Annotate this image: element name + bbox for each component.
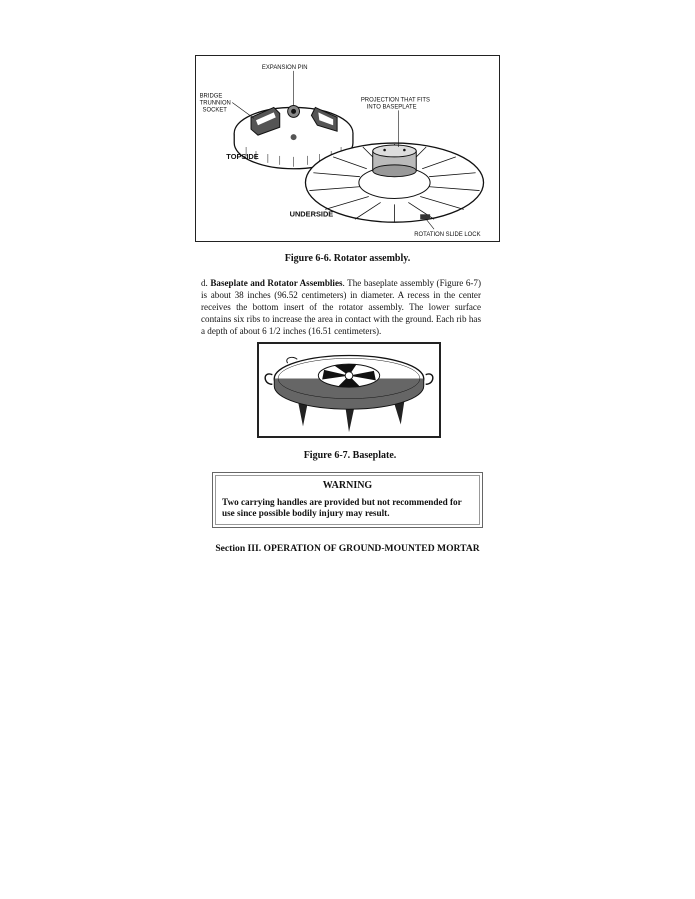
svg-text:BRIDGE: BRIDGE xyxy=(199,93,223,100)
svg-text:PROJECTION THAT FITS: PROJECTION THAT FITS xyxy=(360,97,430,104)
section-heading: Section III. OPERATION OF GROUND-MOUNTED MORTAR xyxy=(215,543,480,554)
figure-6-6-caption: Figure 6-6. Rotator assembly. xyxy=(284,253,411,264)
figure-6-7-caption: Figure 6-7. Baseplate. xyxy=(303,450,397,461)
baseplate-figure xyxy=(257,342,441,438)
rotator-assembly-illustration xyxy=(196,56,499,241)
svg-text:EXPANSION PIN: EXPANSION PIN xyxy=(261,64,308,71)
label-bridge-trunnion-socket xyxy=(200,94,254,119)
paragraph-heading: Baseplate and Rotator Assemblies xyxy=(210,278,343,288)
label-expansion-pin xyxy=(262,65,308,106)
warning-title: WARNING xyxy=(322,480,373,491)
label-rotation-slide-lock xyxy=(414,219,480,238)
svg-text:TRUNNION: TRUNNION xyxy=(199,100,231,107)
baseplate-paragraph xyxy=(201,277,481,337)
label-underside: UNDERSIDE xyxy=(289,209,334,219)
paragraph-body: . The baseplate assembly (Figure 6-7) is about 38 inches (96.52 centimeters) in diameter. A recess in the center receives the bottom insert of the rotator assembly. The lower surface contains six ribs to increase the area in contact with the ground. Each rib has a depth of about 6 1/2 inches (16.51 centimeters). xyxy=(201,278,481,336)
paragraph-lead: d. xyxy=(201,278,211,288)
warning-box xyxy=(212,472,483,528)
label-projection xyxy=(361,98,430,148)
baseplate-illustration xyxy=(259,344,439,436)
warning-text: Two carrying handles are provided but not recommended for use since possible bodily injury may result. xyxy=(222,497,462,518)
svg-text:ROTATION SLIDE LOCK: ROTATION SLIDE LOCK xyxy=(414,232,481,239)
rotator-assembly-figure xyxy=(195,55,500,242)
svg-text:SOCKET: SOCKET xyxy=(202,107,227,114)
svg-text:INTO BASEPLATE: INTO BASEPLATE xyxy=(366,104,417,111)
label-topside: TOPSIDE xyxy=(226,151,259,161)
